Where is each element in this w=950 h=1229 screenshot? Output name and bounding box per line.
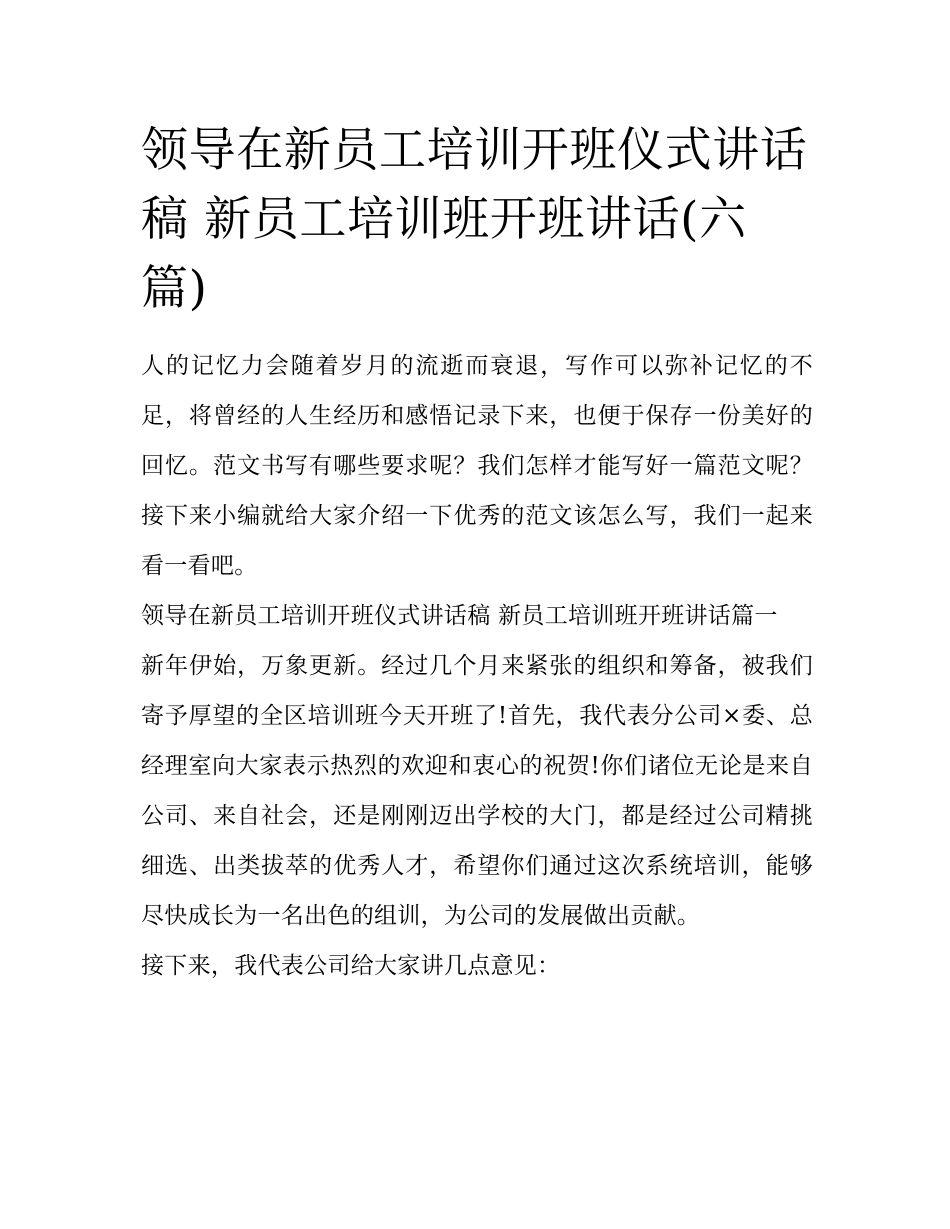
- document-title: 领导在新员工培训开班仪式讲话稿 新员工培训班开班讲话(六篇): [141, 123, 808, 316]
- body-paragraph: 接下来，我代表公司给大家讲几点意见：: [141, 953, 561, 979]
- document-content: [141, 116, 813, 991]
- body-paragraph: 新年伊始，万象更新。经过几个月来紧张的组织和筹备，被我们寄予厚望的全区培训班今天开班了!首先，我代表分公司×委、总经理室向大家表示热烈的欢迎和衷心的祝贺!你们诸位无论是来自公司、来自社会，还是刚刚迈出学校的大门，都是经过公司精挑细选、出类拔萃的优秀人才，希望你们通过这次系统培训，能够尽快成长为一名出色的组训，为公司的发展做出贡献。: [141, 653, 813, 929]
- section-heading: 领导在新员工培训开班仪式讲话稿 新员工培训班开班讲话篇一: [141, 603, 778, 629]
- intro-paragraph: 人的记忆力会随着岁月的流逝而衰退，写作可以弥补记忆的不足，将曾经的人生经历和感悟记录下来，也便于保存一份美好的回忆。范文书写有哪些要求呢？我们怎样才能写好一篇范文呢？接下来小编就给大家介绍一下优秀的范文该怎么写，我们一起来看一看吧。: [141, 353, 813, 579]
